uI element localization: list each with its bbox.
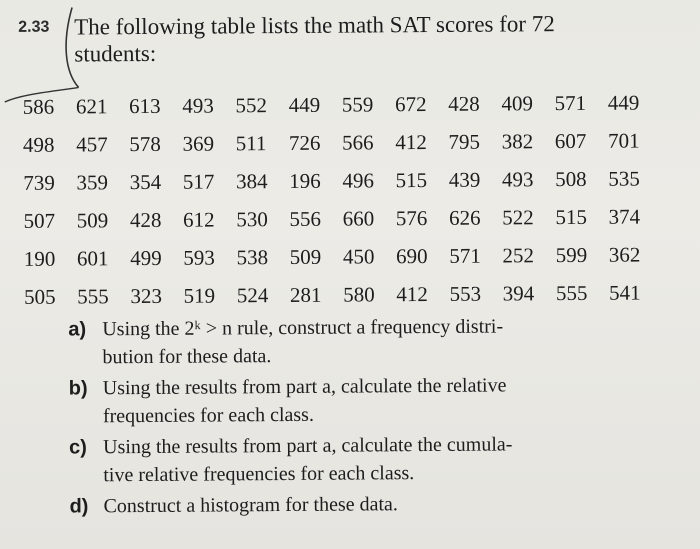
score-cell: 538 [236, 244, 269, 269]
score-cell: 576 [395, 205, 428, 230]
score-cell: 382 [501, 128, 534, 154]
score-cell: 593 [183, 245, 215, 270]
score-cell: 499 [130, 245, 162, 270]
question-text-line-2: frequencies for each class. [102, 403, 314, 428]
score-cell: 612 [183, 207, 215, 232]
score-cell: 519 [183, 283, 216, 308]
score-cell: 578 [129, 131, 161, 156]
table-row [23, 159, 661, 201]
score-cell: 374 [608, 204, 641, 229]
score-cell: 672 [394, 91, 427, 116]
score-cell: 190 [23, 246, 56, 271]
score-cell: 354 [129, 169, 162, 194]
score-cell: 556 [289, 206, 322, 231]
question-letter: b) [68, 377, 88, 400]
score-cell: 439 [448, 167, 481, 192]
score-cell: 559 [341, 91, 374, 117]
question-list [68, 311, 669, 523]
intro-line-2: students: [74, 40, 157, 67]
problem-number: 2.33 [18, 18, 50, 36]
score-cell: 726 [288, 130, 321, 155]
score-cell: 795 [448, 129, 481, 154]
question-item [68, 311, 668, 371]
question-letter: d) [69, 495, 89, 518]
score-cell: 601 [76, 245, 109, 270]
score-cell: 449 [607, 90, 640, 115]
score-cell: 660 [342, 205, 375, 231]
score-cell: 493 [501, 166, 534, 191]
score-cell: 196 [289, 168, 321, 193]
score-cell: 555 [77, 283, 109, 308]
table-row [23, 83, 661, 125]
score-cell: 428 [129, 207, 162, 232]
score-cell: 412 [396, 281, 428, 306]
table-row [23, 197, 661, 239]
score-cell: 621 [75, 93, 108, 118]
score-cell: 508 [555, 166, 587, 191]
score-cell: 552 [235, 92, 268, 117]
score-cell: 323 [130, 283, 163, 308]
score-cell: 739 [23, 170, 55, 195]
score-cell: 493 [182, 93, 214, 118]
score-cell: 369 [182, 131, 215, 156]
score-cell: 507 [23, 208, 56, 233]
question-text-line-2: bution for these data. [102, 345, 272, 369]
score-cell: 535 [608, 166, 640, 191]
score-cell: 457 [76, 131, 108, 156]
score-cell: 384 [235, 168, 268, 193]
score-cell: 524 [236, 282, 269, 307]
sat-scores-table [23, 83, 663, 315]
score-cell: 613 [129, 93, 161, 118]
score-cell: 450 [342, 243, 375, 269]
score-cell: 509 [289, 244, 322, 269]
score-cell: 281 [289, 282, 322, 307]
question-item [69, 488, 669, 520]
question-text-line-1: Using the results from part a, calculate the relative [102, 374, 507, 400]
question-text-line-2: tive relative frequencies for each class. [103, 462, 415, 487]
score-cell: 566 [342, 129, 374, 155]
score-cell: 496 [342, 167, 374, 193]
score-cell: 498 [22, 132, 55, 157]
score-cell: 555 [555, 280, 588, 305]
score-cell: 571 [554, 90, 587, 115]
score-cell: 607 [554, 128, 587, 153]
score-cell: 428 [448, 91, 480, 116]
score-cell: 359 [76, 169, 109, 194]
score-cell: 412 [395, 129, 427, 154]
score-cell: 571 [449, 243, 481, 268]
score-cell: 362 [608, 242, 641, 267]
score-cell: 553 [449, 281, 482, 306]
question-item [69, 370, 669, 430]
score-cell: 505 [23, 284, 56, 309]
score-cell: 530 [236, 206, 268, 231]
score-cell: 580 [343, 281, 375, 307]
question-item [69, 429, 669, 489]
question-text-line-1: Construct a histogram for these data. [103, 493, 398, 518]
score-cell: 394 [502, 280, 535, 305]
table-row [24, 235, 662, 277]
score-cell: 509 [76, 207, 109, 232]
score-cell: 586 [22, 94, 55, 119]
score-cell: 511 [235, 130, 267, 155]
question-letter: c) [69, 436, 87, 459]
score-cell: 701 [607, 128, 640, 153]
score-cell: 515 [395, 167, 428, 192]
score-cell: 409 [501, 90, 534, 116]
question-text-line-1: Using the 2ᵏ > n rule, construct a frequency distri- [102, 315, 504, 341]
table-row [24, 273, 662, 315]
score-cell: 599 [555, 242, 588, 267]
intro-line-1: The following table lists the math SAT scores for 72 [74, 11, 555, 40]
problem-intro [74, 10, 634, 68]
score-cell: 522 [502, 204, 534, 229]
question-text-line-1: Using the results from part a, calculate the cumula- [103, 433, 513, 459]
score-cell: 252 [502, 242, 535, 267]
score-cell: 626 [448, 205, 481, 230]
score-cell: 541 [609, 280, 641, 305]
question-letter: a) [68, 318, 87, 341]
score-cell: 449 [288, 92, 321, 117]
score-cell: 690 [396, 243, 428, 268]
score-cell: 517 [182, 169, 215, 194]
table-row [23, 121, 661, 163]
score-cell: 515 [555, 204, 587, 229]
